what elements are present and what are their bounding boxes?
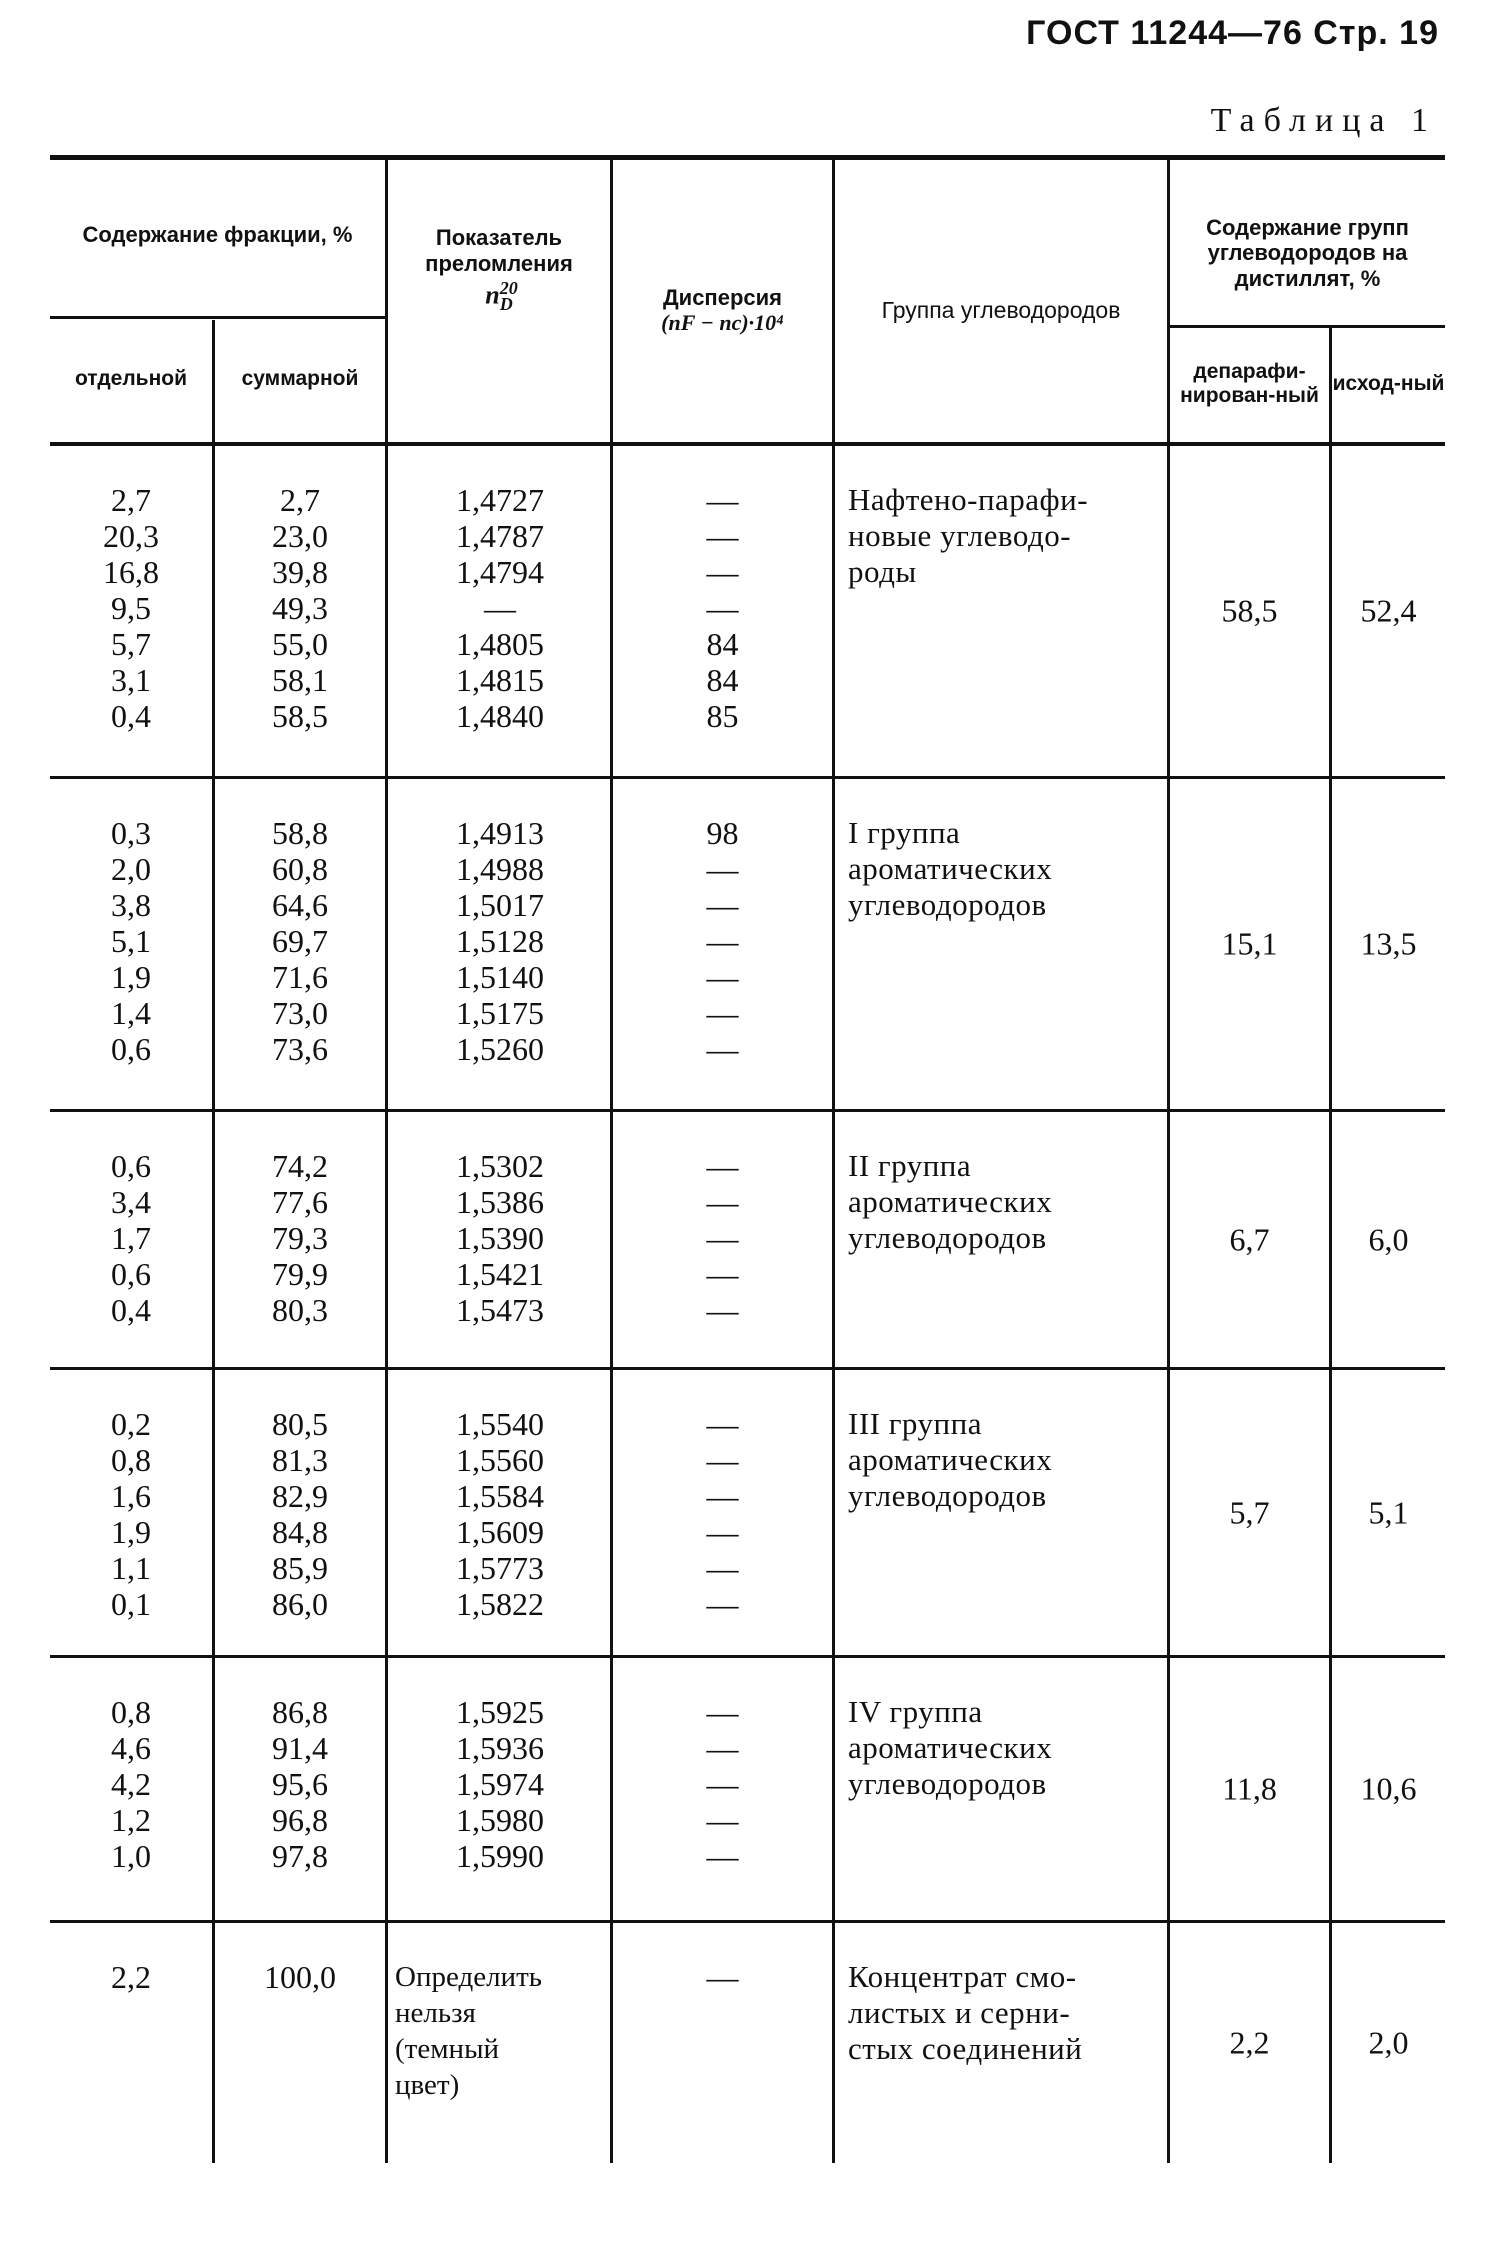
dispersion-value: — (706, 1442, 739, 1478)
individual-value: 3,4 (111, 1184, 151, 1220)
cumulative-value: 69,7 (272, 923, 328, 959)
table-body (50, 446, 1445, 2163)
row-group (50, 1112, 1445, 1370)
refractive-value: Определить нельзя (темный цвет) (395, 1961, 542, 2101)
individual-value: 1,9 (111, 959, 151, 995)
cumulative-value: 73,6 (272, 1031, 328, 1067)
individual-value: 3,8 (111, 887, 151, 923)
individual-value: 0,6 (111, 1256, 151, 1292)
individual-value: 9,5 (111, 590, 151, 626)
group-name: III группа ароматических углеводородов (848, 1406, 1053, 1513)
dispersion-value: — (706, 851, 739, 887)
refractive-value: 1,5980 (456, 1802, 544, 1838)
original-percent: 13,5 (1360, 925, 1417, 962)
refractive-value: 1,4840 (456, 698, 544, 734)
header-cumulative: суммарной (241, 366, 359, 390)
cumulative-value: 80,3 (272, 1292, 328, 1328)
refractive-value: 1,5540 (456, 1406, 544, 1442)
cumulative-value: 64,6 (272, 887, 328, 923)
header-group: Группа углеводородов (881, 296, 1121, 323)
individual-value: 0,8 (111, 1442, 151, 1478)
cumulative-value: 58,5 (272, 698, 328, 734)
individual-value: 2,0 (111, 851, 151, 887)
refractive-value: 1,4787 (456, 518, 544, 554)
individual-value: 0,3 (111, 815, 151, 851)
refractive-column (395, 815, 605, 1067)
dispersion-value: — (706, 1730, 739, 1766)
refractive-value: — (484, 590, 516, 626)
individual-column (50, 815, 212, 1067)
header-refractive-label: Показатель преломления (425, 225, 573, 276)
dispersion-value: — (706, 1220, 739, 1256)
individual-value: 0,1 (111, 1586, 151, 1622)
refractive-value: 1,5386 (456, 1184, 544, 1220)
original-percent: 6,0 (1368, 1221, 1409, 1257)
dispersion-column (613, 815, 832, 1067)
dispersion-value: — (706, 959, 739, 995)
individual-value: 2,2 (111, 1959, 151, 1995)
cumulative-value: 58,8 (272, 815, 328, 851)
individual-value: 0,6 (111, 1148, 151, 1184)
individual-value: 5,1 (111, 923, 151, 959)
dispersion-value: 84 (706, 662, 739, 698)
dispersion-value: — (706, 1256, 739, 1292)
group-name: IV группа ароматических углеводородов (848, 1694, 1053, 1801)
refractive-value: 1,5584 (456, 1478, 544, 1514)
individual-value: 2,7 (111, 482, 151, 518)
individual-value: 0,6 (111, 1031, 151, 1067)
dispersion-value: — (706, 1292, 739, 1328)
refractive-value: 1,5936 (456, 1730, 544, 1766)
refractive-value: 1,5140 (456, 959, 544, 995)
dispersion-column (613, 1694, 832, 1874)
refractive-value: 1,5925 (456, 1694, 544, 1730)
cumulative-value: 85,9 (272, 1550, 328, 1586)
group-name: Нафтено-парафи- новые углеводо- роды (848, 482, 1089, 589)
dispersion-value: — (706, 590, 739, 626)
original-percent: 5,1 (1368, 1494, 1409, 1530)
refractive-value: 1,5773 (456, 1550, 544, 1586)
refractive-column (395, 1406, 605, 1622)
refractive-value: 1,4913 (456, 815, 544, 851)
refractive-value: 1,5421 (456, 1256, 544, 1292)
individual-value: 1,6 (111, 1478, 151, 1514)
dispersion-value: — (706, 1766, 739, 1802)
dewaxed-percent: 5,7 (1229, 1494, 1270, 1530)
row-group (50, 1923, 1445, 2163)
individual-value: 4,6 (111, 1730, 151, 1766)
individual-value: 4,2 (111, 1766, 151, 1802)
cumulative-column (215, 1406, 385, 1622)
group-name: Концентрат смо- листых и серни- стых соединений (848, 1959, 1083, 2066)
header-dewaxed: депарафи-нирован-ный (1180, 359, 1319, 407)
individual-column (50, 1406, 212, 1622)
original-percent: 2,0 (1368, 2024, 1409, 2061)
cumulative-value: 23,0 (272, 518, 328, 554)
individual-column (50, 482, 212, 734)
header-dispersion: Дисперсия (nF − nc)·10⁴ (661, 284, 784, 335)
cumulative-value: 81,3 (272, 1442, 328, 1478)
refractive-value: 1,4815 (456, 662, 544, 698)
dispersion-value: 98 (706, 815, 739, 851)
cumulative-column (215, 815, 385, 1067)
refractive-value: 1,4727 (456, 482, 544, 518)
dispersion-column (613, 482, 832, 734)
refractive-column (395, 1694, 605, 1874)
cumulative-value: 100,0 (264, 1959, 336, 1995)
cumulative-value: 74,2 (272, 1148, 328, 1184)
cumulative-value: 71,6 (272, 959, 328, 995)
table-header (50, 155, 1445, 446)
original-percent: 52,4 (1360, 592, 1417, 629)
dispersion-value: — (706, 1802, 739, 1838)
refractive-value: 1,5260 (456, 1031, 544, 1067)
individual-value: 16,8 (103, 554, 159, 590)
dispersion-value: 84 (706, 626, 739, 662)
header-fraction-content: Содержание фракции, % (82, 222, 353, 248)
dispersion-value: — (706, 1959, 739, 1995)
page-header: ГОСТ 11244—76 Стр. 19 (1026, 14, 1439, 52)
cumulative-value: 97,8 (272, 1838, 328, 1874)
cumulative-value: 2,7 (280, 482, 320, 518)
cumulative-value: 96,8 (272, 1802, 328, 1838)
group-name: II группа ароматических углеводородов (848, 1148, 1053, 1255)
cumulative-value: 84,8 (272, 1514, 328, 1550)
individual-value: 5,7 (111, 626, 151, 662)
refractive-value: 1,5017 (456, 887, 544, 923)
refractive-value: 1,5560 (456, 1442, 544, 1478)
dispersion-value: — (706, 518, 739, 554)
group-name: I группа ароматических углеводородов (848, 815, 1053, 922)
refractive-value: 1,5990 (456, 1838, 544, 1874)
refractive-column (395, 1959, 605, 2103)
dispersion-value: — (706, 995, 739, 1031)
cumulative-value: 86,0 (272, 1586, 328, 1622)
individual-value: 0,8 (111, 1694, 151, 1730)
cumulative-value: 79,3 (272, 1220, 328, 1256)
row-group (50, 446, 1445, 779)
individual-value: 1,0 (111, 1838, 151, 1874)
refractive-value: 1,5609 (456, 1514, 544, 1550)
header-refractive-index (388, 225, 610, 314)
dispersion-value: — (706, 923, 739, 959)
individual-value: 20,3 (103, 518, 159, 554)
dispersion-value: — (706, 482, 739, 518)
header-hydrocarbon-content: Содержание групп углеводородов на дистиллят, % (1206, 215, 1409, 291)
dispersion-value: — (706, 1478, 739, 1514)
original-percent: 10,6 (1360, 1770, 1417, 1807)
dispersion-column (613, 1148, 832, 1328)
dewaxed-percent: 58,5 (1221, 592, 1278, 629)
individual-column (50, 1148, 212, 1328)
dispersion-value: — (706, 1550, 739, 1586)
cumulative-column (215, 482, 385, 734)
row-group (50, 779, 1445, 1112)
refractive-symbol: $n^{20}_D$ (485, 278, 518, 314)
individual-value: 1,2 (111, 1802, 151, 1838)
cumulative-value: 39,8 (272, 554, 328, 590)
dispersion-value: — (706, 1031, 739, 1067)
dewaxed-percent: 6,7 (1229, 1221, 1270, 1257)
dewaxed-percent: 2,2 (1229, 2024, 1270, 2061)
cumulative-value: 86,8 (272, 1694, 328, 1730)
data-table (50, 155, 1445, 2163)
row-group (50, 1370, 1445, 1658)
dispersion-value: — (706, 1406, 739, 1442)
cumulative-value: 73,0 (272, 995, 328, 1031)
dispersion-value: — (706, 1514, 739, 1550)
refractive-column (395, 482, 605, 734)
individual-column (50, 1959, 212, 1995)
cumulative-value: 60,8 (272, 851, 328, 887)
dispersion-value: — (706, 1838, 739, 1874)
cumulative-value: 79,9 (272, 1256, 328, 1292)
individual-value: 1,7 (111, 1220, 151, 1256)
cumulative-value: 95,6 (272, 1766, 328, 1802)
dewaxed-percent: 15,1 (1221, 925, 1278, 962)
individual-value: 1,9 (111, 1514, 151, 1550)
dispersion-value: — (706, 1184, 739, 1220)
refractive-value: 1,5175 (456, 995, 544, 1031)
dispersion-column (613, 1406, 832, 1622)
table-caption: Таблица 1 (1210, 102, 1437, 139)
individual-column (50, 1694, 212, 1874)
cumulative-column (215, 1148, 385, 1328)
dispersion-value: — (706, 1148, 739, 1184)
cumulative-column (215, 1959, 385, 1995)
individual-value: 1,4 (111, 995, 151, 1031)
individual-value: 0,2 (111, 1406, 151, 1442)
individual-value: 0,4 (111, 1292, 151, 1328)
header-original: исход-ный (1332, 371, 1445, 395)
refractive-column (395, 1148, 605, 1328)
individual-value: 0,4 (111, 698, 151, 734)
refractive-value: 1,5390 (456, 1220, 544, 1256)
cumulative-value: 77,6 (272, 1184, 328, 1220)
row-group (50, 1658, 1445, 1923)
cumulative-value: 91,4 (272, 1730, 328, 1766)
dispersion-column (613, 1959, 832, 1995)
individual-value: 3,1 (111, 662, 151, 698)
refractive-value: 1,4794 (456, 554, 544, 590)
dispersion-value: — (706, 887, 739, 923)
refractive-value: 1,5302 (456, 1148, 544, 1184)
cumulative-value: 58,1 (272, 662, 328, 698)
cumulative-value: 49,3 (272, 590, 328, 626)
refractive-value: 1,5128 (456, 923, 544, 959)
dispersion-value: — (706, 554, 739, 590)
cumulative-column (215, 1694, 385, 1874)
dispersion-value: — (706, 1694, 739, 1730)
cumulative-value: 80,5 (272, 1406, 328, 1442)
refractive-value: 1,5473 (456, 1292, 544, 1328)
refractive-value: 1,4805 (456, 626, 544, 662)
refractive-value: 1,5974 (456, 1766, 544, 1802)
dispersion-value: 85 (706, 698, 739, 734)
cumulative-value: 55,0 (272, 626, 328, 662)
individual-value: 1,1 (111, 1550, 151, 1586)
header-individual: отдельной (75, 366, 187, 390)
refractive-value: 1,4988 (456, 851, 544, 887)
dispersion-value: — (706, 1586, 739, 1622)
refractive-value: 1,5822 (456, 1586, 544, 1622)
dewaxed-percent: 11,8 (1222, 1770, 1277, 1807)
cumulative-value: 82,9 (272, 1478, 328, 1514)
